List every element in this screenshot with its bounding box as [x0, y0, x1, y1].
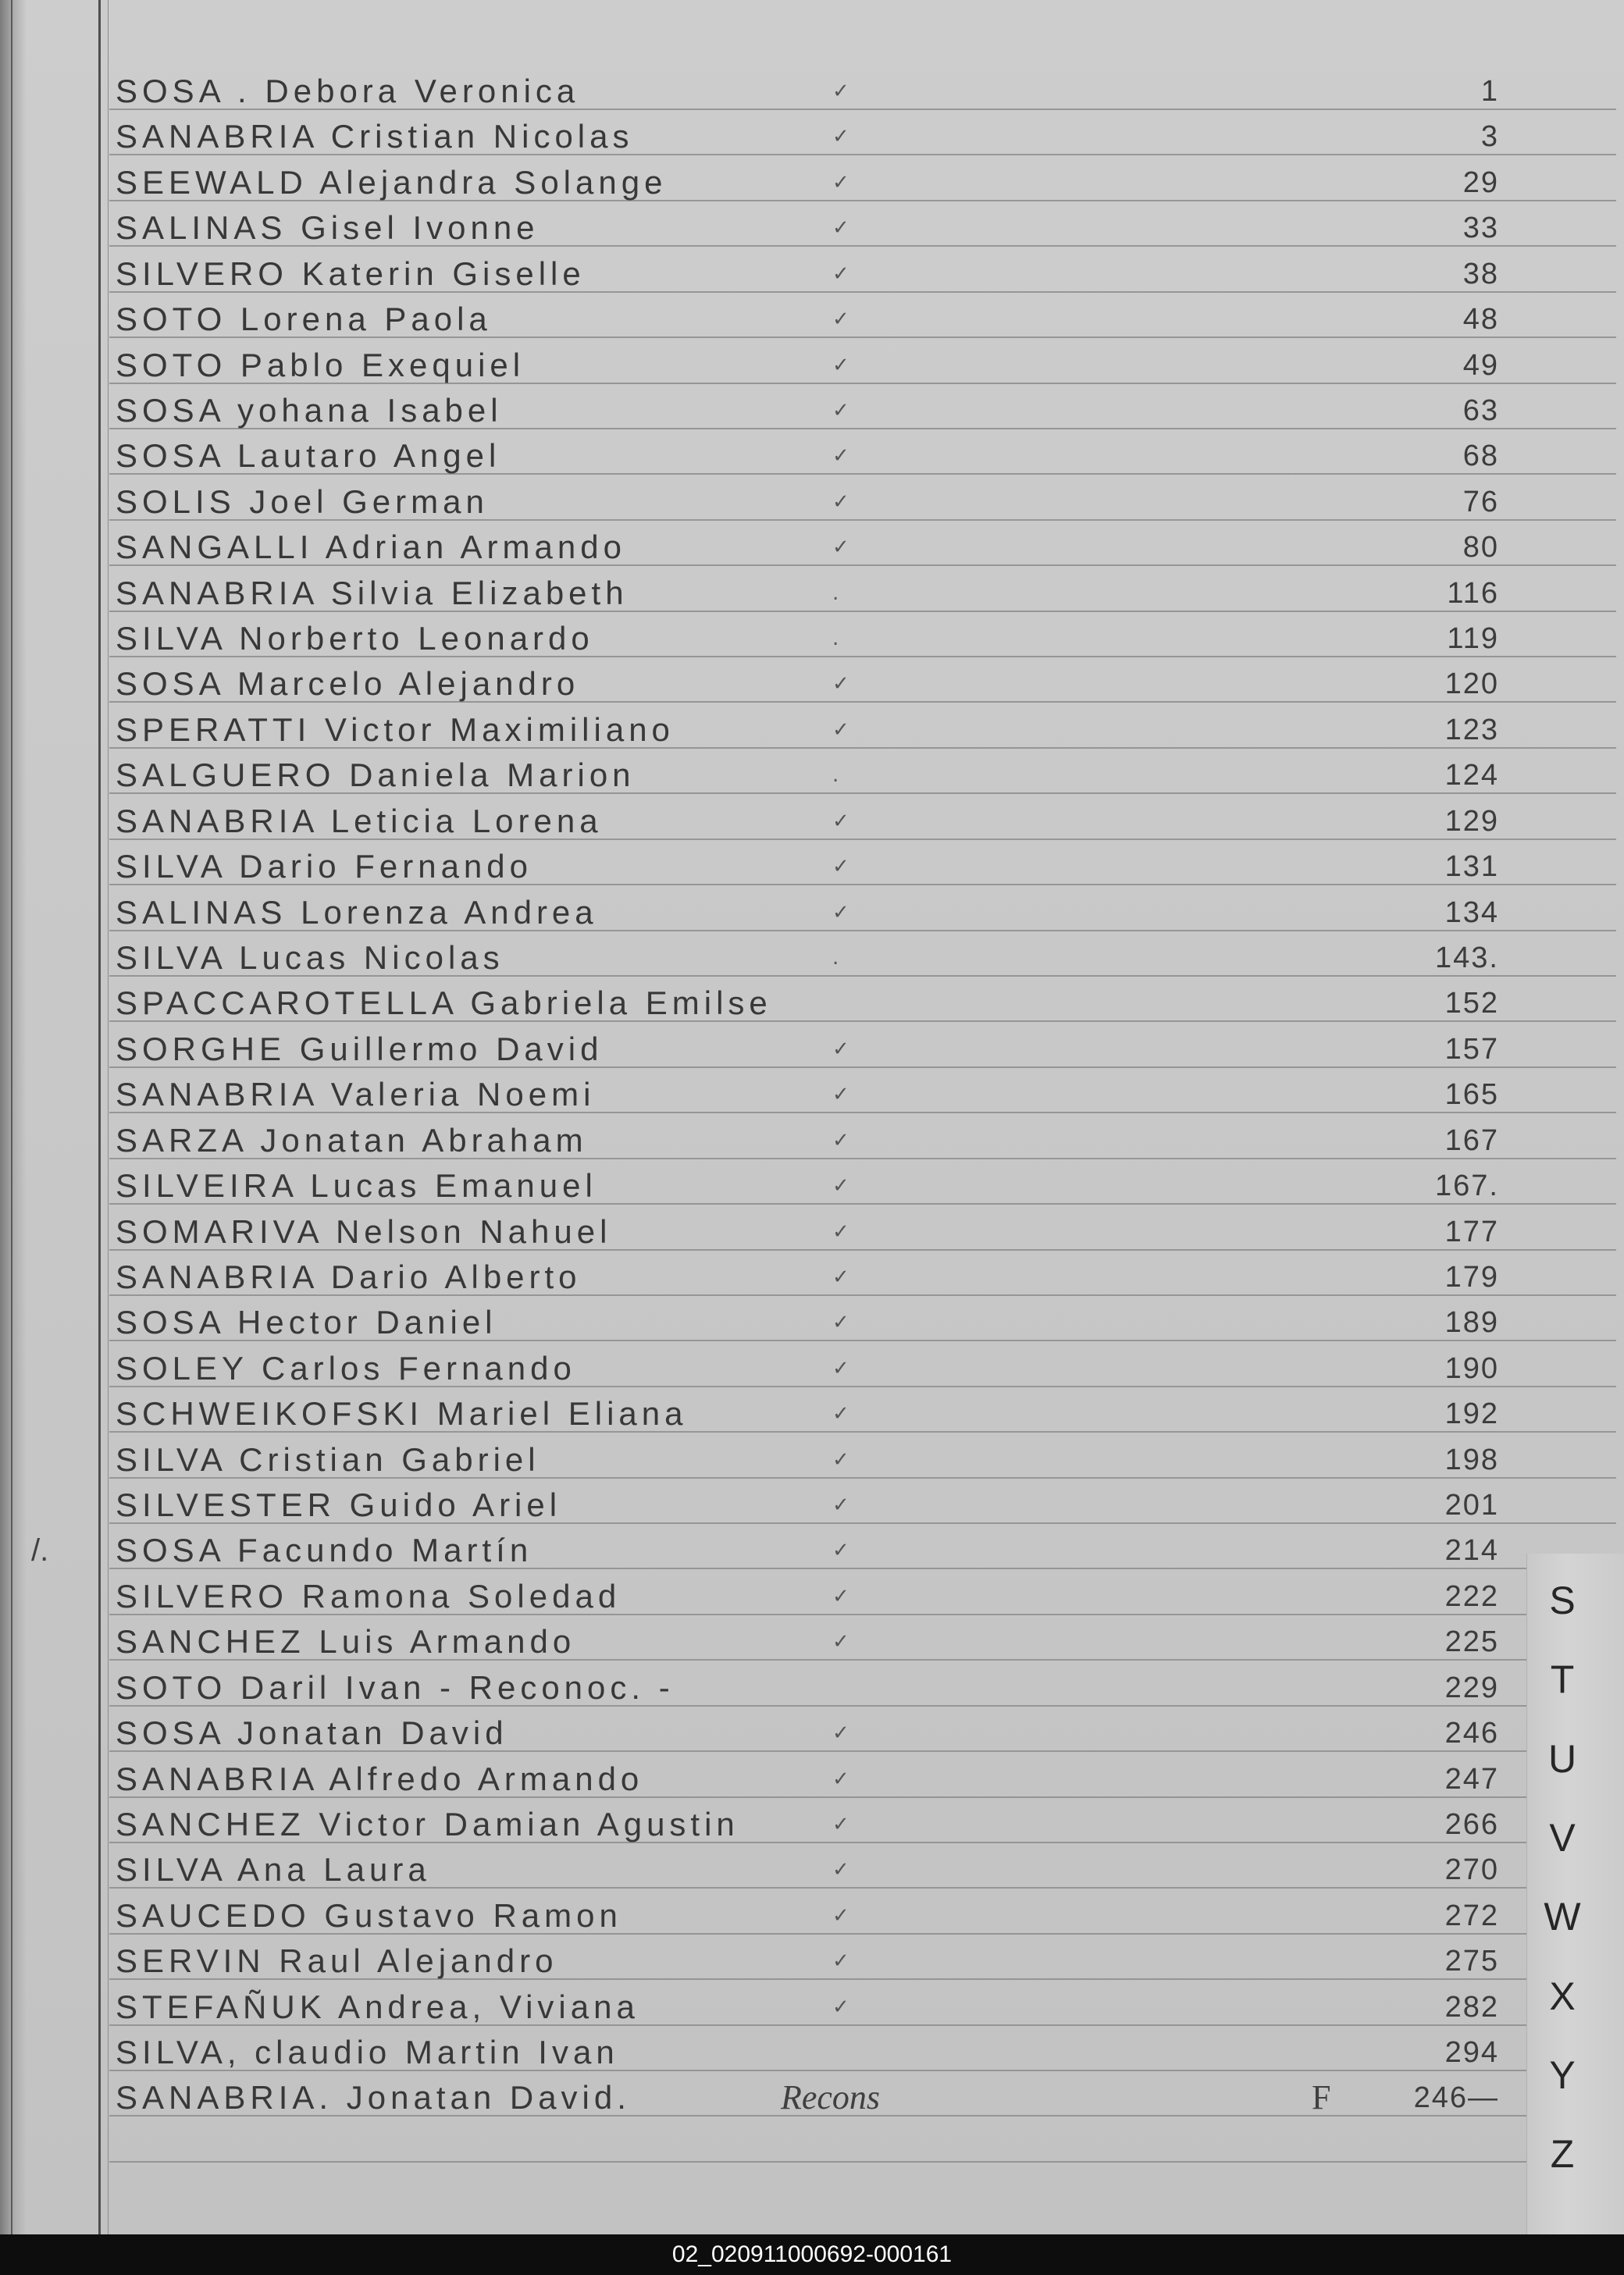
entry-number: 119: [1447, 622, 1499, 656]
entry-row: [0, 1305, 1624, 1340]
check-mark: ✓: [832, 1037, 849, 1061]
entry-name: SILVERO Katerin Giselle: [116, 255, 586, 292]
index-tab-letter: X: [1549, 1974, 1576, 2018]
entry-number: 179: [1444, 1260, 1499, 1294]
entry-number: 167: [1444, 1123, 1499, 1157]
check-mark: ✓: [832, 1903, 849, 1928]
entry-name: SANCHEZ Victor Damian Agustin: [116, 1805, 739, 1842]
check-mark: ✓: [832, 1630, 849, 1654]
entry-row: [0, 1259, 1624, 1295]
entry-name: SPERATTI Victor Maximiliano: [116, 710, 675, 748]
check-mark: ✓: [832, 1356, 849, 1380]
entry-number: 38: [1462, 257, 1499, 290]
entry-name: SILVA Cristian Gabriel: [116, 1440, 540, 1478]
entry-row: [0, 1989, 1624, 2025]
check-mark: ✓: [832, 1721, 849, 1746]
entry-number: 282: [1444, 1990, 1499, 2024]
entry-row: [0, 1533, 1624, 1568]
entry-number: 116: [1447, 576, 1499, 610]
entry-row: [0, 1624, 1624, 1660]
check-mark: ✓: [832, 490, 849, 514]
entry-row: [0, 849, 1624, 885]
index-tab-letter: S: [1549, 1579, 1576, 1622]
entry-name: SOMARIVA Nelson Nahuel: [116, 1212, 612, 1250]
entry-number: 177: [1444, 1215, 1499, 1248]
entry-number: 131: [1444, 850, 1499, 884]
check-mark: ✓: [832, 809, 849, 833]
entry-number: 198: [1444, 1443, 1499, 1476]
index-tab-letter: W: [1544, 1895, 1581, 1939]
entry-number: 246—: [1413, 2081, 1499, 2115]
scan-footer-band: [0, 2234, 1624, 2275]
check-mark: ✓: [832, 1584, 849, 1608]
entry-name: SANCHEZ Luis Armando: [116, 1623, 576, 1661]
entry-row: [0, 1715, 1624, 1751]
entry-name: SOLIS Joel German: [116, 482, 489, 520]
entry-number: 1: [1480, 75, 1499, 108]
check-mark: .: [832, 945, 839, 970]
check-mark: ✓: [832, 1402, 849, 1426]
entry-number: 192: [1444, 1397, 1499, 1431]
entry-name: STEFAÑUK Andrea, Viviana: [116, 1988, 639, 2025]
entry-number: 247: [1444, 1762, 1499, 1796]
entry-row: [0, 1487, 1624, 1523]
entry-number: 270: [1444, 1853, 1499, 1887]
entry-note: Recons: [781, 2078, 881, 2117]
entry-name: SILVESTER Guido Ariel: [116, 1486, 562, 1524]
entry-number: 225: [1444, 1625, 1499, 1659]
entry-name: SOSA yohana Isabel: [116, 391, 503, 429]
entry-name: SARZA Jonatan Abraham: [116, 1121, 588, 1159]
entry-row: [0, 119, 1624, 155]
entry-row: [0, 1943, 1624, 1979]
entry-name: SILVERO Ramona Soledad: [116, 1577, 621, 1615]
entry-name: SALGUERO Daniela Marion: [116, 757, 636, 794]
entry-number: 134: [1444, 895, 1499, 929]
index-tab-letter: Z: [1550, 2132, 1575, 2177]
entry-name: SALINAS Lorenza Andrea: [116, 893, 598, 931]
check-mark: ✓: [832, 900, 849, 924]
entry-row: [0, 1031, 1624, 1067]
index-tab-letter: U: [1547, 1736, 1577, 1781]
entry-number: 201: [1444, 1489, 1499, 1522]
entry-name: SOTO Daril Ivan - Reconoc. -: [116, 1668, 675, 1706]
entry-name: SANABRIA Cristian Nicolas: [116, 118, 634, 155]
entry-name: SPACCAROTELLA Gabriela Emilse: [116, 984, 772, 1022]
entry-number: 246: [1444, 1717, 1499, 1750]
check-mark: ✓: [832, 1494, 849, 1518]
entry-row: [0, 803, 1624, 839]
check-mark: ✓: [832, 1767, 849, 1791]
entry-number: 68: [1462, 440, 1499, 473]
entry-name: SILVA Dario Fernando: [116, 848, 533, 885]
entry-number: 275: [1444, 1945, 1499, 1978]
entry-name: SOLEY Carlos Fernando: [116, 1349, 576, 1387]
entry-name: SILVEIRA Lucas Emanuel: [116, 1167, 597, 1205]
entry-row: [0, 210, 1624, 246]
entry-row: [0, 529, 1624, 565]
entry-name: SANGALLI Adrian Armando: [116, 529, 626, 566]
entry-name: SOSA . Debora Veronica: [116, 73, 580, 109]
check-mark: ✓: [832, 1858, 849, 1882]
entry-number: 129: [1444, 804, 1499, 838]
check-mark: ✓: [832, 1447, 849, 1472]
entry-name: SALINAS Gisel Ivonne: [116, 209, 540, 247]
check-mark: ✓: [832, 1539, 849, 1563]
entry-row: [0, 1214, 1624, 1250]
entry-row: [0, 666, 1624, 702]
entry-number: 222: [1444, 1579, 1499, 1613]
entry-row: [0, 73, 1624, 109]
check-mark: ✓: [832, 1311, 849, 1335]
entry-row: [0, 165, 1624, 201]
entry-row: [0, 940, 1624, 976]
entry-row: [0, 2035, 1624, 2070]
scan-file-id: 02_020911000692-000161: [671, 2241, 953, 2267]
entry-name: SOSA Facundo Martín: [116, 1532, 533, 1569]
entry-row: [0, 1579, 1624, 1615]
check-mark: .: [832, 581, 839, 605]
entry-name: SILVA, claudio Martin Ivan: [116, 2034, 619, 2071]
check-mark: ✓: [832, 1083, 849, 1107]
entry-row: [0, 757, 1624, 793]
entry-row: [0, 895, 1624, 931]
entry-row: [0, 2080, 1624, 2116]
entry-name: SANABRIA Dario Alberto: [116, 1258, 582, 1295]
entry-row: [0, 985, 1624, 1021]
entry-name: SOSA Jonatan David: [116, 1714, 508, 1752]
entry-name: SANABRIA Alfredo Armando: [116, 1760, 644, 1797]
check-mark: ✓: [832, 855, 849, 879]
check-mark: ✓: [832, 1219, 849, 1244]
entry-name: SOTO Pablo Exequiel: [116, 346, 525, 383]
check-mark: ✓: [832, 717, 849, 742]
entry-name: SILVA Norberto Leonardo: [116, 620, 594, 657]
check-mark: ✓: [832, 353, 849, 377]
entry-number: 33: [1462, 212, 1499, 245]
check-mark: ✓: [832, 672, 849, 696]
entry-row: [0, 1077, 1624, 1113]
check-mark: ✓: [832, 308, 849, 332]
entry-number: 120: [1444, 668, 1499, 701]
entry-number: 48: [1462, 303, 1499, 336]
entry-number: 3: [1480, 120, 1499, 154]
entry-name: SANABRIA. Jonatan David.: [116, 2079, 631, 2117]
entry-number: 76: [1462, 485, 1499, 518]
entry-number: 266: [1444, 1807, 1499, 1841]
entry-row: [0, 1123, 1624, 1159]
entry-row: [0, 256, 1624, 292]
entry-number: 124: [1444, 759, 1499, 792]
entry-row: [0, 1852, 1624, 1888]
entry-number: 49: [1462, 348, 1499, 382]
check-mark: ✓: [832, 398, 849, 422]
check-mark: .: [832, 764, 839, 788]
entry-number: 123: [1444, 713, 1499, 746]
check-mark: ✓: [832, 1949, 849, 1974]
check-mark: ✓: [832, 1174, 849, 1198]
alphabet-index-tabs: [1526, 1554, 1624, 2234]
entry-number: 157: [1444, 1032, 1499, 1066]
entry-name: SOSA Lautaro Angel: [116, 437, 501, 475]
entry-row: [0, 1168, 1624, 1204]
entry-number: 167.: [1435, 1170, 1499, 1203]
check-mark: ✓: [832, 1265, 849, 1289]
entry-name: SOSA Marcelo Alejandro: [116, 665, 580, 703]
entry-name: SANABRIA Silvia Elizabeth: [116, 574, 629, 611]
entry-name: SOTO Lorena Paola: [116, 301, 492, 338]
check-mark: ✓: [832, 216, 849, 240]
entry-row: [0, 621, 1624, 657]
entry-name: SEEWALD Alejandra Solange: [116, 163, 668, 201]
entry-name: SERVIN Raul Alejandro: [116, 1942, 558, 1980]
entry-name: SCHWEIKOFSKI Mariel Eliana: [116, 1395, 688, 1433]
index-tab-letter: T: [1550, 1657, 1575, 1702]
entry-name: SILVA Lucas Nicolas: [116, 938, 504, 976]
entry-row: [0, 1670, 1624, 1706]
check-mark: ✓: [832, 1128, 849, 1152]
entry-row: [0, 347, 1624, 383]
entry-number: 80: [1462, 531, 1499, 564]
entry-name: SORGHE Guillermo David: [116, 1030, 604, 1067]
entry-row: [0, 301, 1624, 337]
entry-name: SAUCEDO Gustavo Ramon: [116, 1896, 622, 1934]
entry-row: [0, 1898, 1624, 1934]
entry-number: 152: [1444, 987, 1499, 1020]
entry-row: [0, 1351, 1624, 1387]
entry-row: [0, 484, 1624, 520]
check-mark: ✓: [832, 444, 849, 468]
entry-number: 190: [1444, 1351, 1499, 1385]
check-mark: ✓: [832, 125, 849, 149]
entry-row: [0, 1442, 1624, 1478]
entry-number: 272: [1444, 1899, 1499, 1932]
entry-number: 189: [1444, 1306, 1499, 1340]
entry-row: [0, 1807, 1624, 1842]
entry-row: [0, 575, 1624, 611]
entry-number: 29: [1462, 166, 1499, 199]
check-mark: ✓: [832, 170, 849, 194]
check-mark: ✓: [832, 536, 849, 560]
entry-number: 214: [1444, 1534, 1499, 1568]
entry-number: 165: [1444, 1078, 1499, 1112]
index-tab-letter: V: [1549, 1815, 1576, 1860]
entry-number: 63: [1462, 393, 1499, 427]
entry-prefix: F: [1312, 2078, 1331, 2117]
check-mark: ✓: [832, 1812, 849, 1836]
entry-name: SANABRIA Leticia Lorena: [116, 802, 603, 839]
check-mark: .: [832, 627, 839, 651]
entry-number: 143.: [1435, 941, 1499, 974]
entry-row: [0, 438, 1624, 474]
check-mark: ✓: [832, 80, 849, 103]
index-tab-letter: Y: [1549, 2052, 1576, 2097]
entry-name: SANABRIA Valeria Noemi: [116, 1076, 596, 1113]
entry-row: [0, 712, 1624, 748]
entry-number: 294: [1444, 2036, 1499, 2070]
entry-name: SOSA Hector Daniel: [116, 1304, 497, 1341]
margin-mark: /.: [31, 1533, 49, 1568]
check-mark: ✓: [832, 262, 849, 286]
entry-number: 229: [1444, 1671, 1499, 1704]
entry-row: [0, 393, 1624, 429]
entry-row: [0, 1761, 1624, 1797]
entry-row: [0, 1396, 1624, 1432]
check-mark: ✓: [832, 1995, 849, 2019]
entry-name: SILVA Ana Laura: [116, 1851, 431, 1889]
